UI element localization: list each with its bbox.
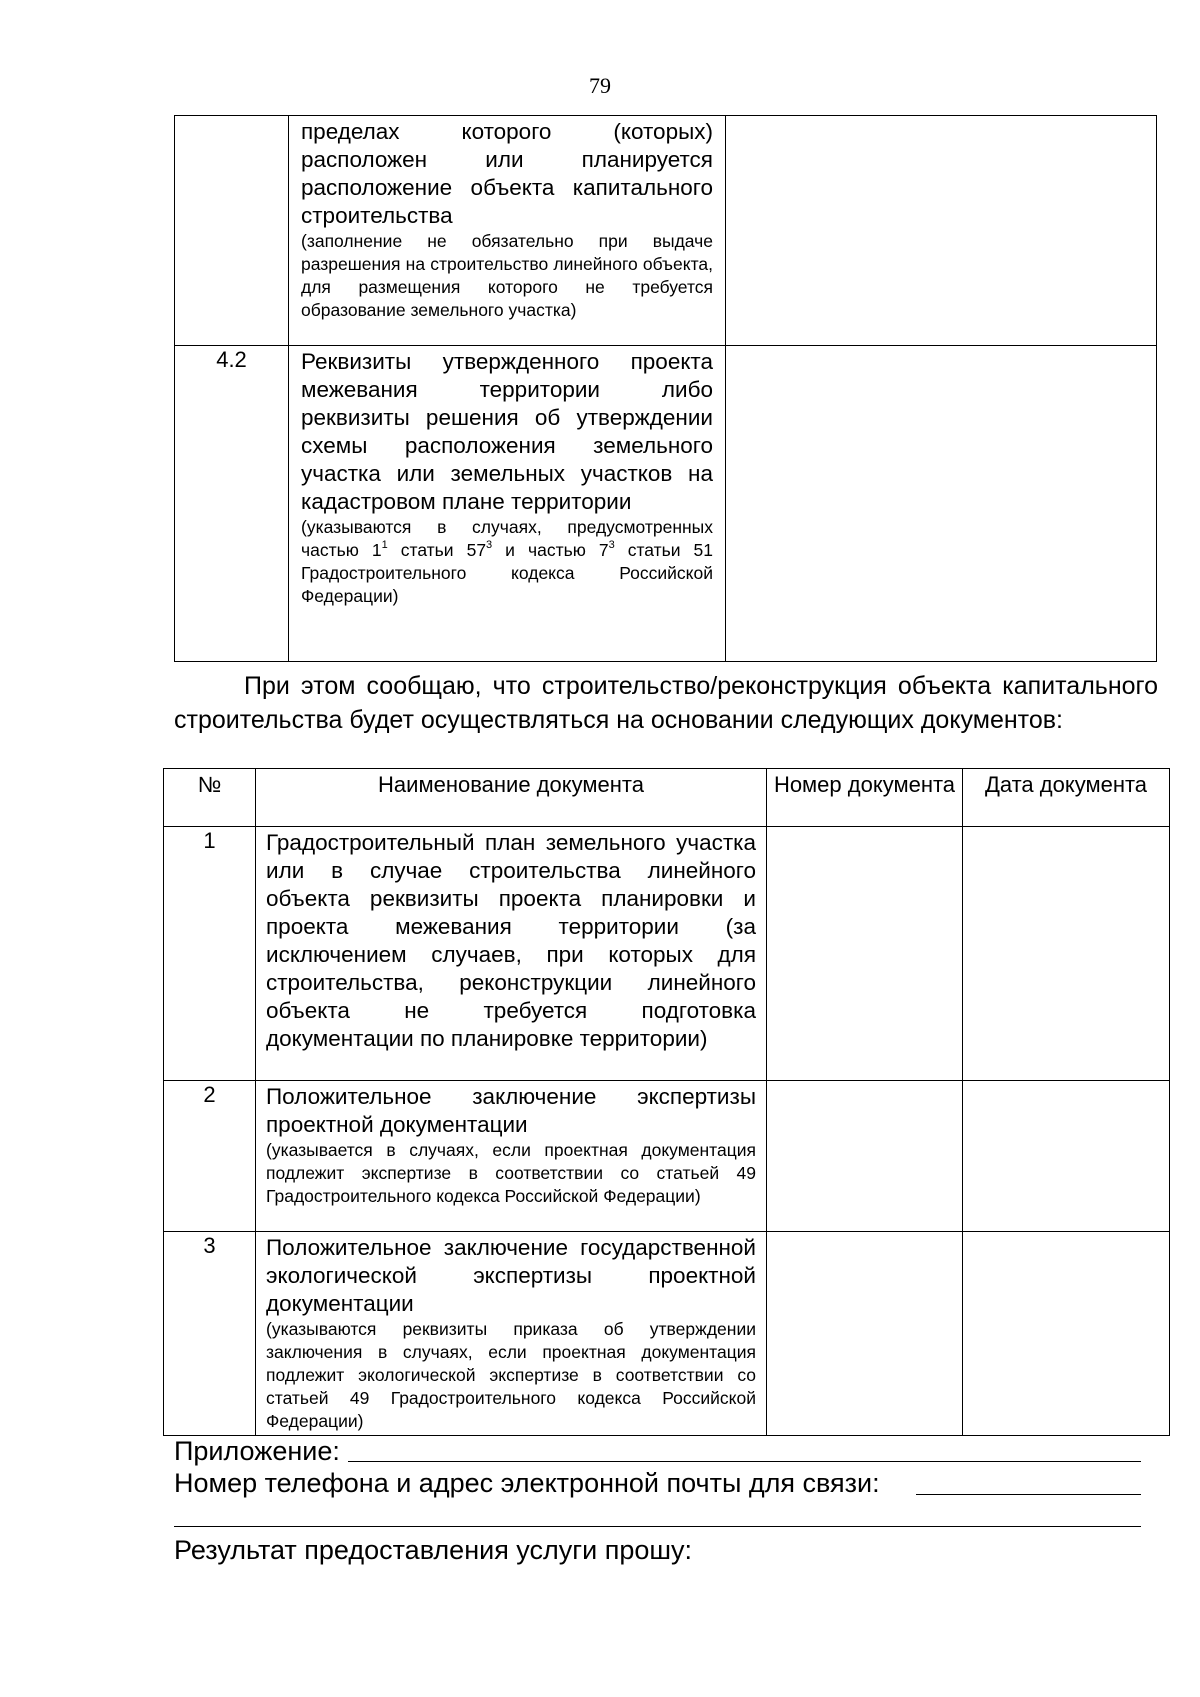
- header-document-date: Дата документа: [963, 769, 1170, 827]
- header-document-name: Наименование документа: [256, 769, 767, 827]
- field-description: пределах которого (которых) расположен или планируется расположение объекта капитального строительства: [301, 119, 713, 228]
- field-value-cell[interactable]: [726, 346, 1157, 662]
- document-name: Положительное заключение экспертизы проектной документации: [266, 1084, 756, 1137]
- row-number: 3: [164, 1232, 256, 1436]
- field-note: (указываются в случаях, предусмотренных частью $1^1$ статьи $57^3$ и частью $7^3$ статьи 51 Градостроительного кодекса Российской Федерации): [301, 517, 714, 606]
- document-name-cell: [256, 1232, 767, 1436]
- contact-fill-line[interactable]: [916, 1494, 1141, 1495]
- attachment-label: Приложение:: [174, 1436, 340, 1466]
- result-label: Результат предоставления услуги прошу:: [174, 1535, 693, 1565]
- document-name: Положительное заключение государственной экологической экспертизы проектной документации: [266, 1235, 756, 1316]
- documents-intro-paragraph: При этом сообщаю, что строительство/реконструкция объекта капитального строительства будет осуществляться на основании следующих документов:: [174, 672, 1158, 734]
- field-description-cell: [289, 116, 726, 346]
- document-name-cell: [256, 827, 767, 1081]
- field-value-cell[interactable]: [726, 116, 1157, 346]
- field-description-cell: [289, 346, 726, 662]
- row-number-cell: [175, 116, 289, 346]
- page-number: 79: [589, 73, 611, 98]
- document-date-cell[interactable]: [963, 827, 1170, 1081]
- contact-label: Номер телефона и адрес электронной почты для связи:: [174, 1468, 880, 1498]
- request-details-table-continued: [174, 115, 1157, 662]
- contact-fill-line-2[interactable]: [174, 1526, 1141, 1527]
- table-row: [164, 1081, 1170, 1232]
- field-description: Реквизиты утвержденного проекта межевания территории либо реквизиты решения об утверждении схемы расположения земельного участка или земельных участков на кадастровом плане территории: [301, 349, 713, 514]
- row-number-cell: [175, 346, 289, 662]
- row-number: 2: [164, 1081, 256, 1232]
- header-document-number: Номер документа: [767, 769, 963, 827]
- field-note: (заполнение не обязательно при выдаче разрешения на строительство линейного объекта, для размещения которого не требуется образование земельного участка): [301, 231, 713, 320]
- documents-table: [163, 768, 1170, 1436]
- document-number-cell[interactable]: [767, 1232, 963, 1436]
- table-row: [164, 1232, 1170, 1436]
- attachment-fill-line[interactable]: [348, 1461, 1141, 1462]
- document-number-cell[interactable]: [767, 1081, 963, 1232]
- header-number: №: [164, 769, 256, 827]
- document-number-cell[interactable]: [767, 827, 963, 1081]
- row-number: 4.2: [216, 347, 247, 372]
- table-row: [175, 116, 1157, 346]
- table-row: [175, 346, 1157, 662]
- row-number: 1: [164, 827, 256, 1081]
- document-note: (указываются реквизиты приказа об утверждении заключения в случаях, если проектная документация подлежит экологической экспертизе в соответствии со статьей 49 Градостроительного кодекса Российской Федерации): [266, 1319, 756, 1431]
- document-name: Градостроительный план земельного участка или в случае строительства линейного объекта реквизиты проекта планировки и проекта межевания территории (за исключением случаев, при которых для строительства, реконструкции линейного объекта не требуется подготовка документации по планировке территории): [266, 830, 756, 1051]
- document-date-cell[interactable]: [963, 1232, 1170, 1436]
- table-row: [164, 827, 1170, 1081]
- table-header-row: [164, 769, 1170, 827]
- document-note: (указывается в случаях, если проектная документация подлежит экспертизе в соответствии со статьей 49 Градостроительного кодекса Российской Федерации): [266, 1140, 756, 1206]
- document-name-cell: [256, 1081, 767, 1232]
- document-date-cell[interactable]: [963, 1081, 1170, 1232]
